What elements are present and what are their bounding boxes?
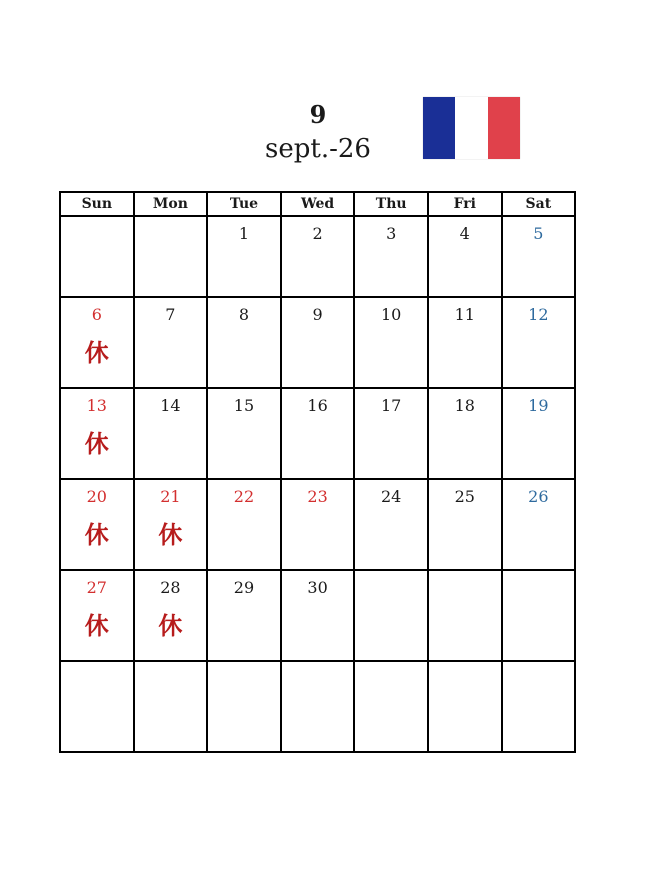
day-number: 19 <box>528 396 549 415</box>
day-number: 16 <box>307 396 328 415</box>
day-cell <box>428 388 502 479</box>
day-cell <box>354 570 428 661</box>
day-cell <box>207 570 281 661</box>
day-number: 4 <box>459 224 470 243</box>
day-cell <box>281 216 355 297</box>
day-number: 30 <box>307 578 328 597</box>
day-cell <box>134 570 208 661</box>
day-number: 26 <box>528 487 549 506</box>
day-number: 9 <box>312 305 323 324</box>
flag-stripe-blue <box>423 97 455 159</box>
day-cell <box>428 570 502 661</box>
day-number: 11 <box>454 305 475 324</box>
day-cell <box>207 661 281 752</box>
day-cell <box>502 479 576 570</box>
day-cell <box>502 570 576 661</box>
day-cell <box>354 388 428 479</box>
day-cell <box>134 479 208 570</box>
day-cell <box>354 479 428 570</box>
day-cell <box>428 661 502 752</box>
day-number: 8 <box>238 305 250 324</box>
day-cell <box>281 297 355 388</box>
day-number <box>61 225 133 243</box>
day-cell <box>354 216 428 297</box>
day-number: 5 <box>533 224 544 243</box>
day-number <box>61 670 133 688</box>
closed-mark: 休 <box>84 430 109 458</box>
closed-mark: 休 <box>84 521 109 549</box>
day-number: 28 <box>160 578 181 597</box>
day-number <box>208 670 280 688</box>
day-number: 12 <box>528 305 549 324</box>
day-cell <box>134 388 208 479</box>
weekday-fri: Fri <box>428 192 502 216</box>
weekday-sun: Sun <box>60 192 134 216</box>
day-number: 29 <box>233 578 255 597</box>
day-number: 6 <box>91 305 102 324</box>
day-number: 21 <box>160 487 181 506</box>
day-number <box>135 670 207 688</box>
weekday-thu: Thu <box>354 192 428 216</box>
weekday-tue: Tue <box>207 192 281 216</box>
day-cell <box>281 661 355 752</box>
day-cell <box>502 216 576 297</box>
day-cell <box>60 570 134 661</box>
closed-mark: 休 <box>84 339 109 367</box>
day-cell <box>281 479 355 570</box>
calendar-body <box>60 216 575 752</box>
day-cell <box>502 661 576 752</box>
day-cell <box>354 297 428 388</box>
day-cell <box>207 388 281 479</box>
weekday-mon: Mon <box>134 192 208 216</box>
day-cell <box>207 479 281 570</box>
day-number <box>355 670 427 688</box>
day-number <box>355 579 427 597</box>
day-number: 17 <box>380 396 402 415</box>
day-number: 27 <box>86 578 107 597</box>
day-cell <box>281 570 355 661</box>
month-label: sept.-26 <box>265 134 371 164</box>
day-number: 23 <box>307 487 328 506</box>
day-number <box>429 579 501 597</box>
day-number: 25 <box>454 487 475 506</box>
week-row <box>60 388 575 479</box>
day-number: 2 <box>312 224 323 243</box>
day-number: 13 <box>86 396 107 415</box>
day-number <box>429 670 501 688</box>
calendar-grid <box>59 191 576 753</box>
day-cell <box>428 216 502 297</box>
day-number: 15 <box>233 396 255 415</box>
day-cell <box>60 661 134 752</box>
weekday-wed: Wed <box>281 192 355 216</box>
week-row <box>60 661 575 752</box>
weekday-sat: Sat <box>502 192 576 216</box>
week-row <box>60 216 575 297</box>
day-cell <box>134 216 208 297</box>
week-row <box>60 479 575 570</box>
month-number: 9 <box>309 100 327 129</box>
day-cell <box>502 388 576 479</box>
calendar-header <box>0 0 648 190</box>
week-row <box>60 297 575 388</box>
day-number: 22 <box>233 487 255 506</box>
day-cell <box>60 388 134 479</box>
weekday-header-row <box>60 192 575 216</box>
day-cell <box>60 216 134 297</box>
day-cell <box>60 479 134 570</box>
closed-mark: 休 <box>158 521 183 549</box>
day-number: 3 <box>386 224 397 243</box>
day-cell <box>207 297 281 388</box>
day-cell <box>428 479 502 570</box>
day-cell <box>281 388 355 479</box>
closed-mark: 休 <box>158 612 183 640</box>
day-number <box>503 579 575 597</box>
day-cell <box>134 297 208 388</box>
day-number: 7 <box>165 305 176 324</box>
day-cell <box>134 661 208 752</box>
day-cell <box>354 661 428 752</box>
flag-stripe-white <box>455 97 487 159</box>
france-flag-icon <box>423 97 520 159</box>
day-number: 1 <box>238 224 250 243</box>
day-number: 14 <box>160 396 181 415</box>
day-cell <box>207 216 281 297</box>
week-row <box>60 570 575 661</box>
day-cell <box>60 297 134 388</box>
day-number <box>135 225 207 243</box>
day-number: 10 <box>380 305 402 324</box>
day-cell <box>502 297 576 388</box>
closed-mark: 休 <box>84 612 109 640</box>
flag-stripe-red <box>488 97 520 159</box>
day-number: 20 <box>86 487 107 506</box>
day-number: 18 <box>454 396 475 415</box>
day-number <box>282 670 354 688</box>
day-cell <box>428 297 502 388</box>
day-number <box>503 670 575 688</box>
day-number: 24 <box>380 487 402 506</box>
